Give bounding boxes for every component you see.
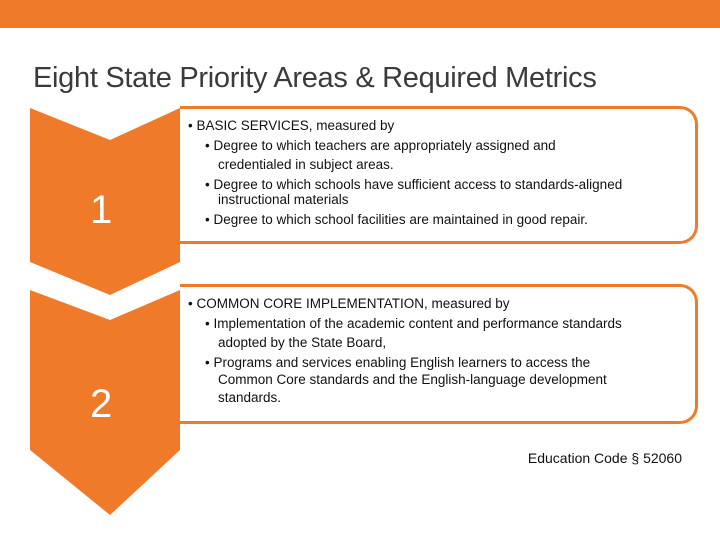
citation: Education Code § 52060: [527, 450, 682, 466]
item-1-line-4: instructional materials: [218, 192, 349, 207]
item-2-line-3: • Programs and services enabling English learners to access the: [205, 354, 591, 370]
item-text-2: [188, 294, 622, 407]
item-number-2: 2: [90, 382, 113, 426]
item-1-line-1: • Degree to which teachers are appropriately assigned and: [205, 137, 556, 153]
item-1-line-5: • Degree to which school facilities are maintained in good repair.: [205, 211, 588, 227]
slide-title: Eight State Priority Areas & Required Metrics: [33, 62, 597, 94]
item-2-line-5: standards.: [218, 389, 282, 405]
item-2-line-2: adopted by the State Board,: [218, 335, 387, 350]
item-2-line-1: • Implementation of the academic content and performance standards: [205, 315, 622, 331]
item-1-line-3: • Degree to which schools have sufficient access to standards-aligned: [205, 176, 623, 192]
item-text-1: [188, 116, 622, 229]
item-number-1: 1: [90, 188, 113, 232]
item-2-heading: • COMMON CORE IMPLEMENTATION, measured by: [188, 296, 510, 311]
item-2-line-4: Common Core standards and the English-language development: [218, 372, 607, 387]
item-1-heading: • BASIC SERVICES, measured by: [188, 118, 395, 133]
item-1-line-2: credentialed in subject areas.: [218, 157, 394, 172]
